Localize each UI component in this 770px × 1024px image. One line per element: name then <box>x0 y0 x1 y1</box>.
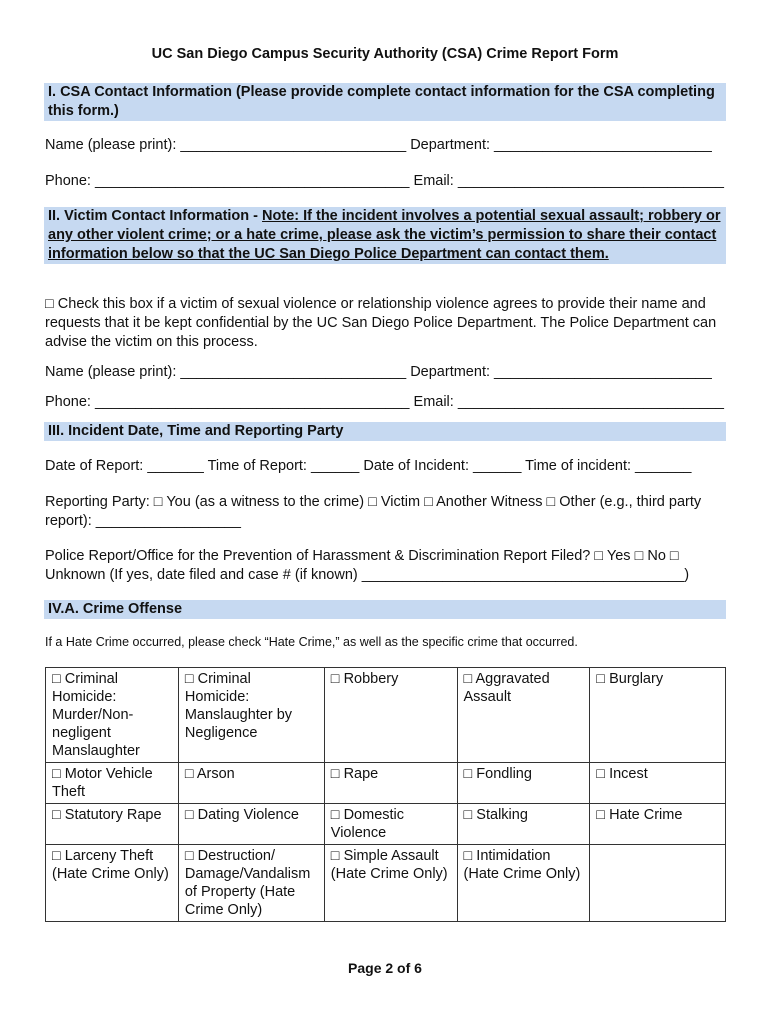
reporting-party-options[interactable]: Reporting Party: □ You (as a witness to the crime) □ Victim □ Another Witness □ Other (e.g., third party report): __________________ <box>45 494 702 529</box>
crime-option[interactable]: □ Destruction/ Damage/Vandalism of Property (Hate Crime Only) <box>178 845 324 922</box>
empty-cell <box>590 845 726 922</box>
crime-option[interactable]: □ Simple Assault (Hate Crime Only) <box>324 845 457 922</box>
section-4-header: IV.A. Crime Offense <box>44 600 726 619</box>
crime-option[interactable]: □ Burglary <box>590 668 726 763</box>
table-row <box>46 804 726 845</box>
section-1-header: I. CSA Contact Information (Please provide complete contact information for the CSA completing this form.) <box>44 83 726 121</box>
confidential-checkbox[interactable]: □ Check this box if a victim of sexual violence or relationship violence agrees to provide their name and requests that it be kept confidential by the UC San Diego Police Department. The Police Department can advise the victim on this process. <box>45 296 717 350</box>
section-3-header: III. Incident Date, Time and Reporting Party <box>44 422 726 441</box>
table-row <box>46 668 726 763</box>
csa-phone-email-line[interactable]: Phone: _______________________________________ Email: _________________________________ <box>45 173 724 189</box>
crime-option[interactable]: □ Motor Vehicle Theft <box>46 763 179 804</box>
crime-option[interactable]: □ Statutory Rape <box>46 804 179 845</box>
crime-option[interactable]: □ Domestic Violence <box>324 804 457 845</box>
crime-option[interactable]: □ Criminal Homicide: Murder/Non-negligent Manslaughter <box>46 668 179 763</box>
victim-name-department-line[interactable]: Name (please print): ____________________________ Department: ___________________________ <box>45 364 712 380</box>
crime-option[interactable]: □ Fondling <box>457 763 590 804</box>
crime-option[interactable]: □ Arson <box>178 763 324 804</box>
dates-times-line[interactable]: Date of Report: _______ Time of Report: ______ Date of Incident: ______ Time of incident: _______ <box>45 458 692 474</box>
csa-name-department-line[interactable]: Name (please print): ____________________________ Department: ___________________________ <box>45 137 712 153</box>
crime-offense-table <box>45 667 726 922</box>
crime-option[interactable]: □ Stalking <box>457 804 590 845</box>
section-2-note: Note: If the incident involves a potential sexual assault; robbery or any other violent crime; or a hate crime, please ask the victim’s permission to share their contact information below so that the UC San Diego Police Department can contact them. <box>48 208 721 262</box>
table-row <box>46 763 726 804</box>
crime-option[interactable]: □ Intimidation (Hate Crime Only) <box>457 845 590 922</box>
page-number: Page 2 of 6 <box>348 960 422 976</box>
crime-option[interactable]: □ Aggravated Assault <box>457 668 590 763</box>
crime-option[interactable]: □ Dating Violence <box>178 804 324 845</box>
police-report-options[interactable]: Police Report/Office for the Prevention of Harassment & Discrimination Report Filed? □ Yes □ No □ Unknown (If yes, date filed and case # (if known) ________________________________________) <box>45 548 690 583</box>
crime-option[interactable]: □ Incest <box>590 763 726 804</box>
section-2-title: II. Victim Contact Information - <box>48 208 263 224</box>
crime-option[interactable]: □ Hate Crime <box>590 804 726 845</box>
section-2-header <box>44 207 726 264</box>
crime-option[interactable]: □ Criminal Homicide: Manslaughter by Negligence <box>178 668 324 763</box>
form-title: UC San Diego Campus Security Authority (CSA) Crime Report Form <box>151 46 619 62</box>
crime-option[interactable]: □ Robbery <box>324 668 457 763</box>
table-row <box>46 845 726 922</box>
hate-crime-instruction: If a Hate Crime occurred, please check “Hate Crime,” as well as the specific crime that occurred. <box>45 635 578 649</box>
victim-phone-email-line[interactable]: Phone: _______________________________________ Email: _________________________________ <box>45 394 724 410</box>
crime-option[interactable]: □ Rape <box>324 763 457 804</box>
crime-option[interactable]: □ Larceny Theft (Hate Crime Only) <box>46 845 179 922</box>
